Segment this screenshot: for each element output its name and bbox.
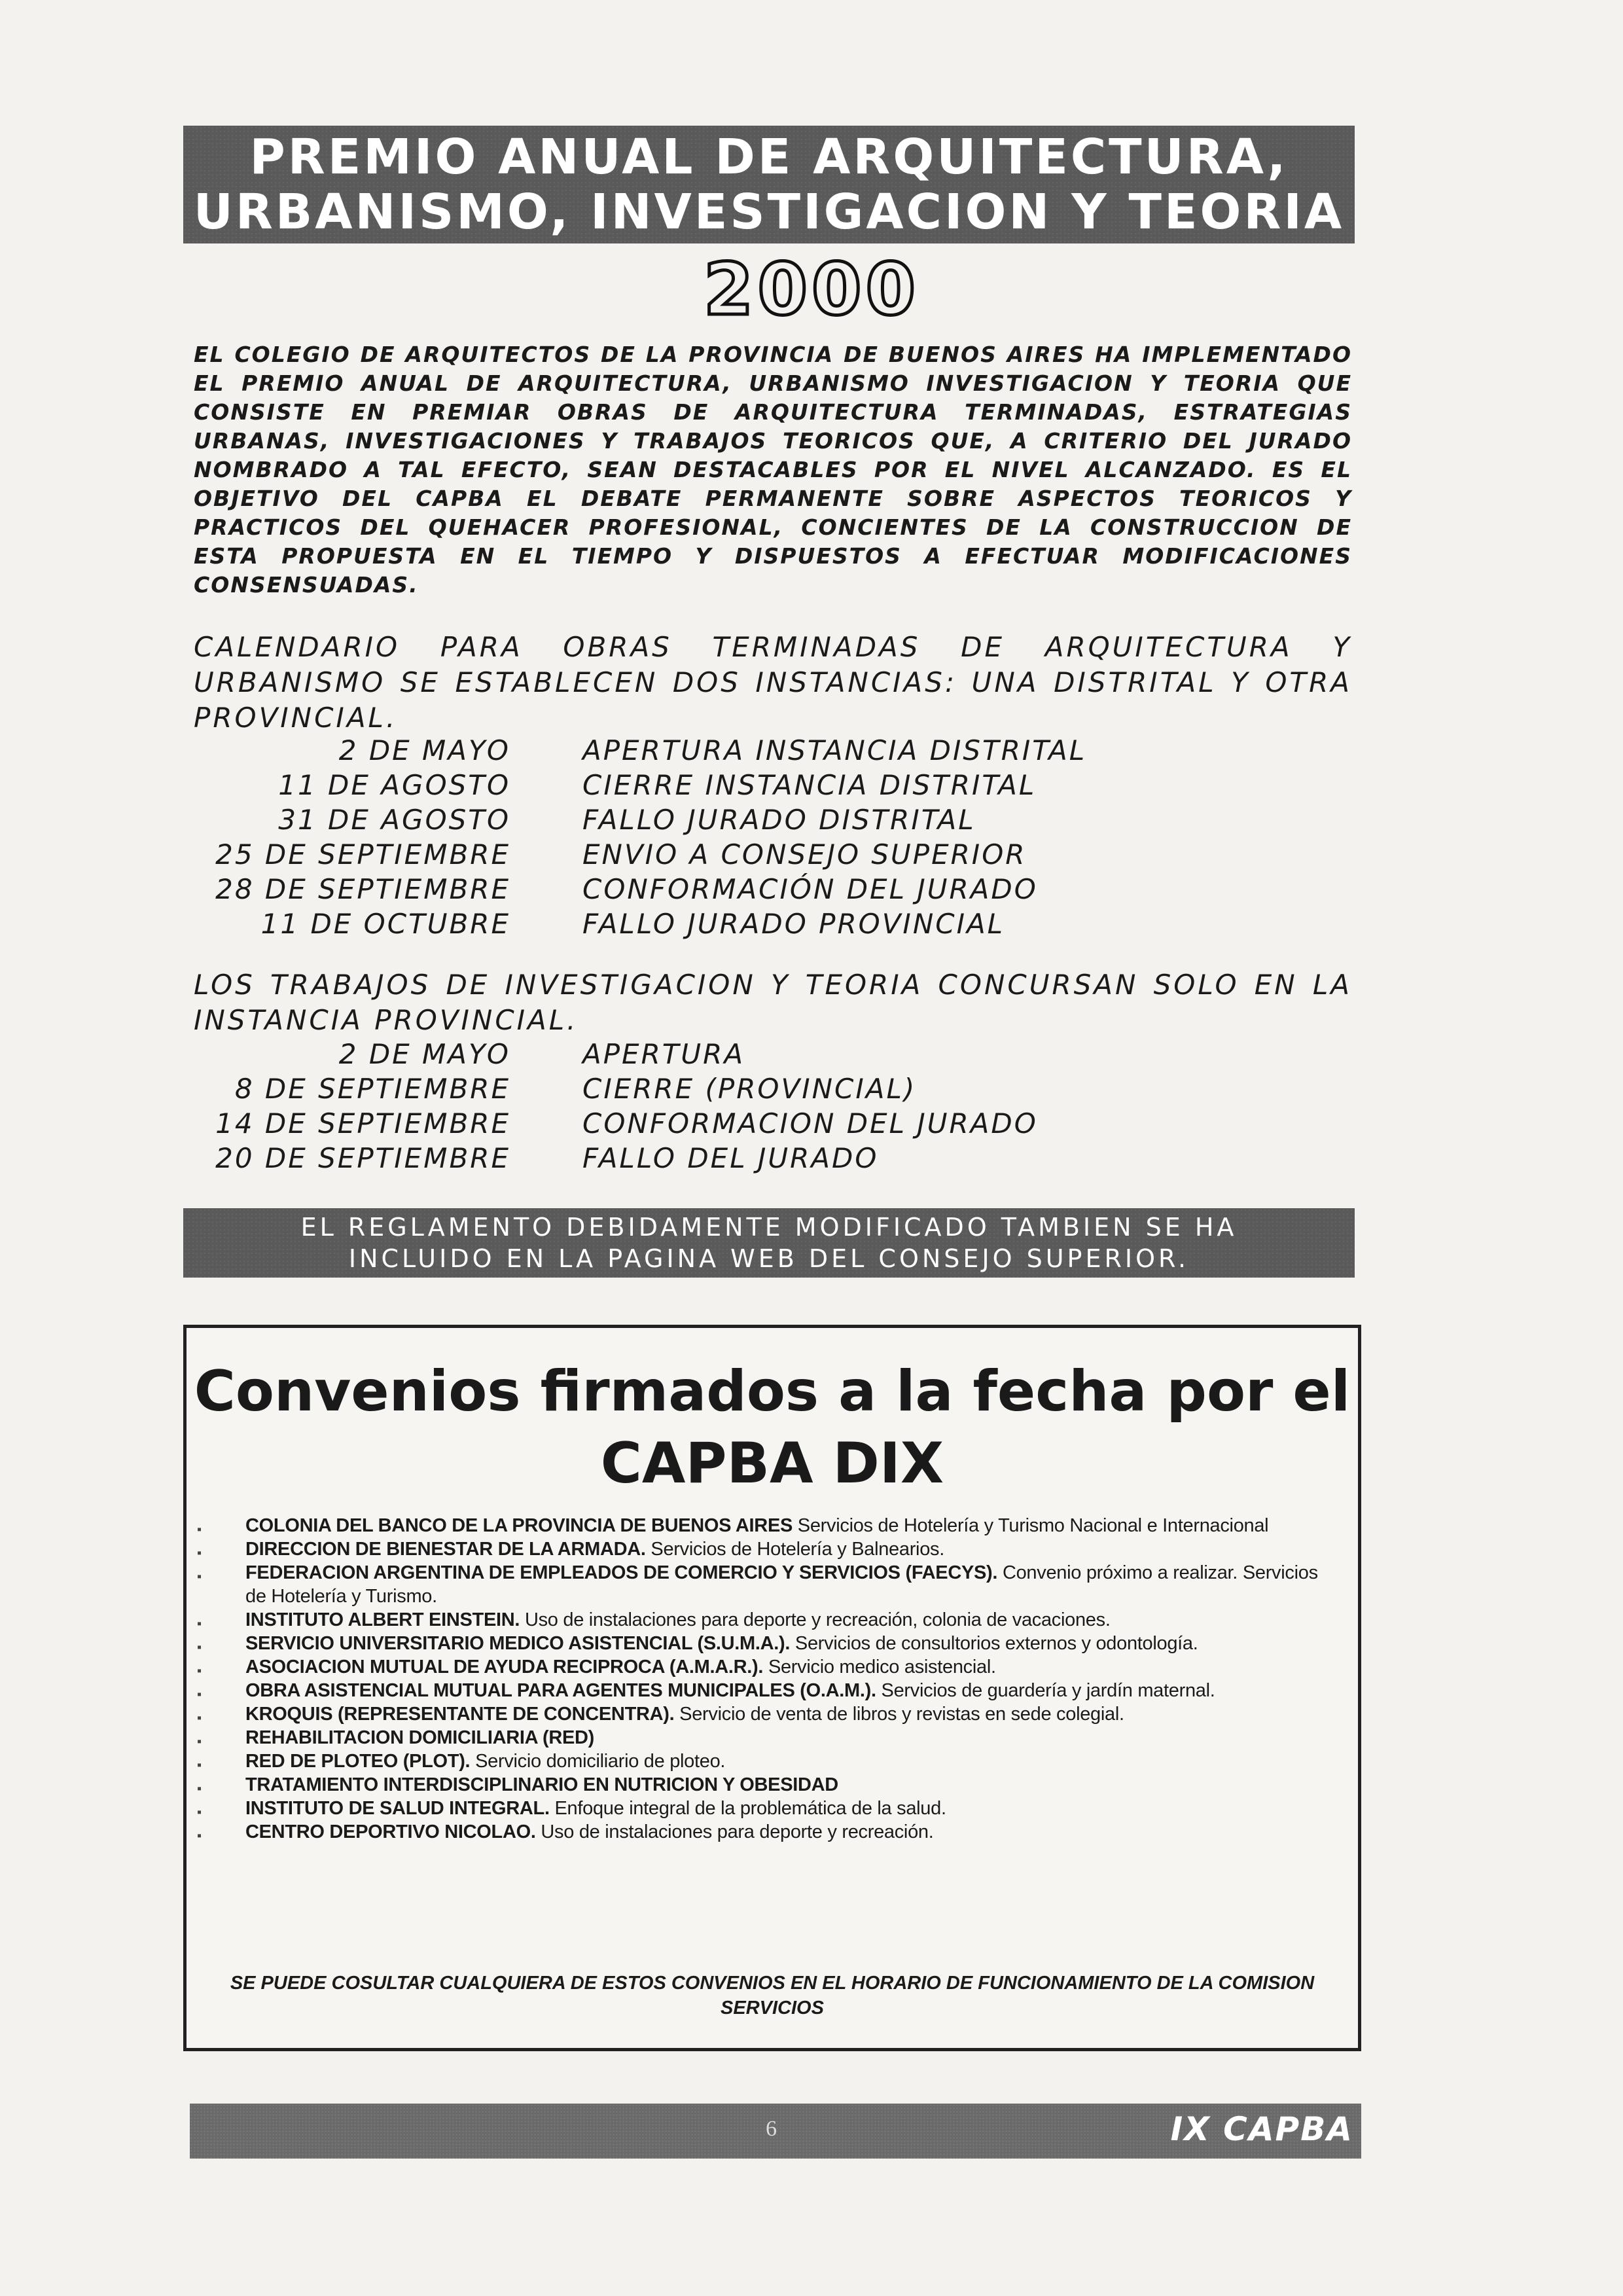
bullet-square-icon: ▪ bbox=[197, 1546, 202, 1560]
convenio-item bbox=[187, 1749, 1358, 1773]
convenio-description: Servicio domiciliario de ploteo. bbox=[475, 1751, 726, 1772]
convenio-name: KROQUIS (REPRESENTANTE DE CONCENTRA). bbox=[245, 1704, 675, 1725]
convenio-item bbox=[187, 1655, 1358, 1679]
schedule-date: 28 DE SEPTIEMBRE bbox=[215, 873, 510, 905]
convenio-name: ASOCIACION MUTUAL DE AYUDA RECIPROCA (A.M.A.R.). bbox=[245, 1657, 764, 1677]
bullet-square-icon: ▪ bbox=[197, 1758, 202, 1772]
schedule-date: 2 DE MAYO bbox=[338, 734, 510, 766]
convenio-description: Uso de instalaciones para deporte y recreación, colonia de vacaciones. bbox=[524, 1609, 1111, 1630]
schedule-event: FALLO JURADO DISTRITAL bbox=[582, 804, 976, 836]
calendar-obras-intro: CALENDARIO PARA OBRAS TERMINADAS DE ARQUITECTURA Y URBANISMO SE ESTABLECEN DOS INSTANCIAS: UNA DISTRITAL Y OTRA PROVINCIAL. bbox=[194, 631, 1352, 734]
convenio-name: COLONIA DEL BANCO DE LA PROVINCIA DE BUENOS AIRES bbox=[245, 1515, 793, 1536]
convenio-description: Servicio de venta de libros y revistas en sede colegial. bbox=[679, 1704, 1124, 1725]
convenio-item bbox=[187, 1561, 1358, 1608]
bullet-square-icon: ▪ bbox=[197, 1570, 202, 1584]
schedule-date: 25 DE SEPTIEMBRE bbox=[215, 838, 510, 870]
convenio-item bbox=[187, 1820, 1358, 1844]
schedule-date: 8 DE SEPTIEMBRE bbox=[234, 1073, 510, 1105]
footer-brand: IX CAPBA bbox=[1170, 2110, 1353, 2148]
convenio-description: Servicios de guardería y jardín maternal. bbox=[881, 1680, 1215, 1701]
schedule-row bbox=[194, 1037, 1352, 1071]
reglamento-notice bbox=[183, 1208, 1355, 1278]
convenio-description: Servicios de Hotelería y Turismo Nacional e Internacional bbox=[797, 1515, 1269, 1536]
schedule-row bbox=[194, 837, 1352, 872]
bullet-square-icon: ▪ bbox=[197, 1829, 202, 1843]
calendar-obras-list bbox=[194, 733, 1352, 941]
convenio-item bbox=[187, 1797, 1358, 1820]
schedule-event: CIERRE (PROVINCIAL) bbox=[582, 1073, 917, 1105]
schedule-event: FALLO DEL JURADO bbox=[582, 1142, 879, 1174]
schedule-row bbox=[194, 872, 1352, 906]
convenios-footer-note: SE PUEDE COSULTAR CUALQUIERA DE ESTOS CONVENIOS EN EL HORARIO DE FUNCIONAMIENTO DE LA COMISION SERVICIOS bbox=[230, 1973, 1315, 2018]
convenio-item bbox=[187, 1608, 1358, 1632]
schedule-event: CONFORMACIÓN DEL JURADO bbox=[582, 873, 1038, 905]
schedule-row bbox=[194, 1071, 1352, 1106]
convenio-name: REHABILITACION DOMICILIARIA (RED) bbox=[245, 1727, 595, 1748]
convenio-name: DIRECCION DE BIENESTAR DE LA ARMADA. bbox=[245, 1539, 646, 1560]
convenio-description: Uso de instalaciones para deporte y recreación. bbox=[541, 1821, 934, 1842]
bullet-square-icon: ▪ bbox=[197, 1640, 202, 1655]
schedule-event: CIERRE INSTANCIA DISTRITAL bbox=[582, 769, 1037, 801]
convenio-name: INSTITUTO ALBERT EINSTEIN. bbox=[245, 1609, 520, 1630]
convenio-name: RED DE PLOTEO (PLOT). bbox=[245, 1751, 471, 1772]
schedule-event: FALLO JURADO PROVINCIAL bbox=[582, 908, 1005, 940]
schedule-row bbox=[194, 906, 1352, 941]
schedule-row bbox=[194, 733, 1352, 768]
convenio-item bbox=[187, 1702, 1358, 1726]
schedule-row bbox=[194, 768, 1352, 802]
schedule-event: CONFORMACION DEL JURADO bbox=[582, 1107, 1038, 1139]
page-footer-bar bbox=[190, 2104, 1361, 2159]
convenios-subtitle: CAPBA DIX bbox=[600, 1431, 944, 1496]
intro-paragraph: EL COLEGIO DE ARQUITECTOS DE LA PROVINCIA DE BUENOS AIRES HA IMPLEMENTADO EL PREMIO ANUAL DE ARQUITECTURA, URBANISMO INVESTIGACION Y TEORIA QUE CONSISTE EN PREMIAR OBRAS DE ARQUITECTURA TERMINADAS, ESTRATEGIAS URBANAS, INVESTIGACIONES Y TRABAJOS TEORICOS QUE, A CRITERIO DEL JURADO NOMBRADO A TAL EFECTO, SEAN DESTACABLES POR EL NIVEL ALCANZADO. ES EL OBJETIVO DEL CAPBA EL DEBATE PERMANENTE SOBRE ASPECTOS TEORICOS Y PRACTICOS DEL QUEHACER PROFESIONAL, CONCIENTES DE LA CONSTRUCCION DE ESTA PROPUESTA EN EL TIEMPO Y DISPUESTOS A EFECTUAR MODIFICACIONES CONSENSUADAS. bbox=[194, 342, 1352, 598]
convenio-description: Servicio medico asistencial. bbox=[768, 1657, 996, 1677]
bullet-square-icon: ▪ bbox=[197, 1522, 202, 1537]
convenio-item bbox=[187, 1726, 1358, 1749]
schedule-date: 20 DE SEPTIEMBRE bbox=[215, 1142, 510, 1174]
convenio-item bbox=[187, 1514, 1358, 1537]
year-heading: 2000 bbox=[703, 247, 920, 331]
bullet-square-icon: ▪ bbox=[197, 1617, 202, 1631]
convenio-name: FEDERACION ARGENTINA DE EMPLEADOS DE COMERCIO Y SERVICIOS (FAECYS). bbox=[245, 1562, 998, 1583]
convenio-name: OBRA ASISTENCIAL MUTUAL PARA AGENTES MUNICIPALES (O.A.M.). bbox=[245, 1680, 876, 1701]
schedule-event: APERTURA bbox=[582, 1038, 745, 1070]
schedule-date: 11 DE AGOSTO bbox=[278, 769, 510, 801]
schedule-date: 31 DE AGOSTO bbox=[278, 804, 510, 836]
schedule-row bbox=[194, 1141, 1352, 1175]
convenio-item bbox=[187, 1537, 1358, 1561]
convenio-item bbox=[187, 1632, 1358, 1655]
title-banner bbox=[183, 126, 1355, 243]
bullet-square-icon: ▪ bbox=[197, 1664, 202, 1678]
convenio-description: Convenio próximo a realizar. Servicios de Hotelería y Turismo. bbox=[245, 1562, 1318, 1607]
bullet-square-icon: ▪ bbox=[197, 1734, 202, 1749]
bullet-square-icon: ▪ bbox=[197, 1711, 202, 1725]
bullet-square-icon: ▪ bbox=[197, 1805, 202, 1820]
schedule-event: APERTURA INSTANCIA DISTRITAL bbox=[582, 734, 1087, 766]
notice-line-2: INCLUIDO EN LA PAGINA WEB DEL CONSEJO SUPERIOR. bbox=[348, 1244, 1190, 1273]
convenio-name: INSTITUTO DE SALUD INTEGRAL. bbox=[245, 1798, 550, 1819]
title-line-2: URBANISMO, INVESTIGACION Y TEORIA bbox=[193, 184, 1345, 240]
calendar-investigacion-intro: LOS TRABAJOS DE INVESTIGACION Y TEORIA CONCURSAN SOLO EN LA INSTANCIA PROVINCIAL. bbox=[194, 969, 1352, 1036]
convenio-item bbox=[187, 1773, 1358, 1797]
convenios-box bbox=[183, 1325, 1361, 2051]
convenio-description: Enfoque integral de la problemática de la salud. bbox=[554, 1798, 946, 1819]
convenio-name: TRATAMIENTO INTERDISCIPLINARIO EN NUTRICION Y OBESIDAD bbox=[245, 1774, 838, 1795]
bullet-square-icon: ▪ bbox=[197, 1782, 202, 1796]
calendar-investigacion-list bbox=[194, 1037, 1352, 1175]
convenio-description: Servicios de Hotelería y Balnearios. bbox=[651, 1539, 944, 1560]
schedule-date: 2 DE MAYO bbox=[338, 1038, 510, 1070]
schedule-event: ENVIO A CONSEJO SUPERIOR bbox=[582, 838, 1027, 870]
convenio-item bbox=[187, 1679, 1358, 1702]
notice-line-1: EL REGLAMENTO DEBIDAMENTE MODIFICADO TAMBIEN SE HA bbox=[300, 1213, 1238, 1242]
schedule-row bbox=[194, 1106, 1352, 1141]
page-number: 6 bbox=[766, 2117, 777, 2141]
convenio-description: Servicios de consultorios externos y odontología. bbox=[794, 1633, 1198, 1654]
schedule-date: 14 DE SEPTIEMBRE bbox=[215, 1107, 510, 1139]
convenio-name: CENTRO DEPORTIVO NICOLAO. bbox=[245, 1821, 536, 1842]
bullet-square-icon: ▪ bbox=[197, 1687, 202, 1702]
convenios-list bbox=[187, 1514, 1358, 1844]
schedule-date: 11 DE OCTUBRE bbox=[260, 908, 510, 940]
schedule-row bbox=[194, 802, 1352, 837]
convenio-name: SERVICIO UNIVERSITARIO MEDICO ASISTENCIAL (S.U.M.A.). bbox=[245, 1633, 791, 1654]
title-line-1: PREMIO ANUAL DE ARQUITECTURA, bbox=[249, 129, 1289, 185]
convenios-title: Convenios firmados a la fecha por el bbox=[194, 1359, 1351, 1424]
